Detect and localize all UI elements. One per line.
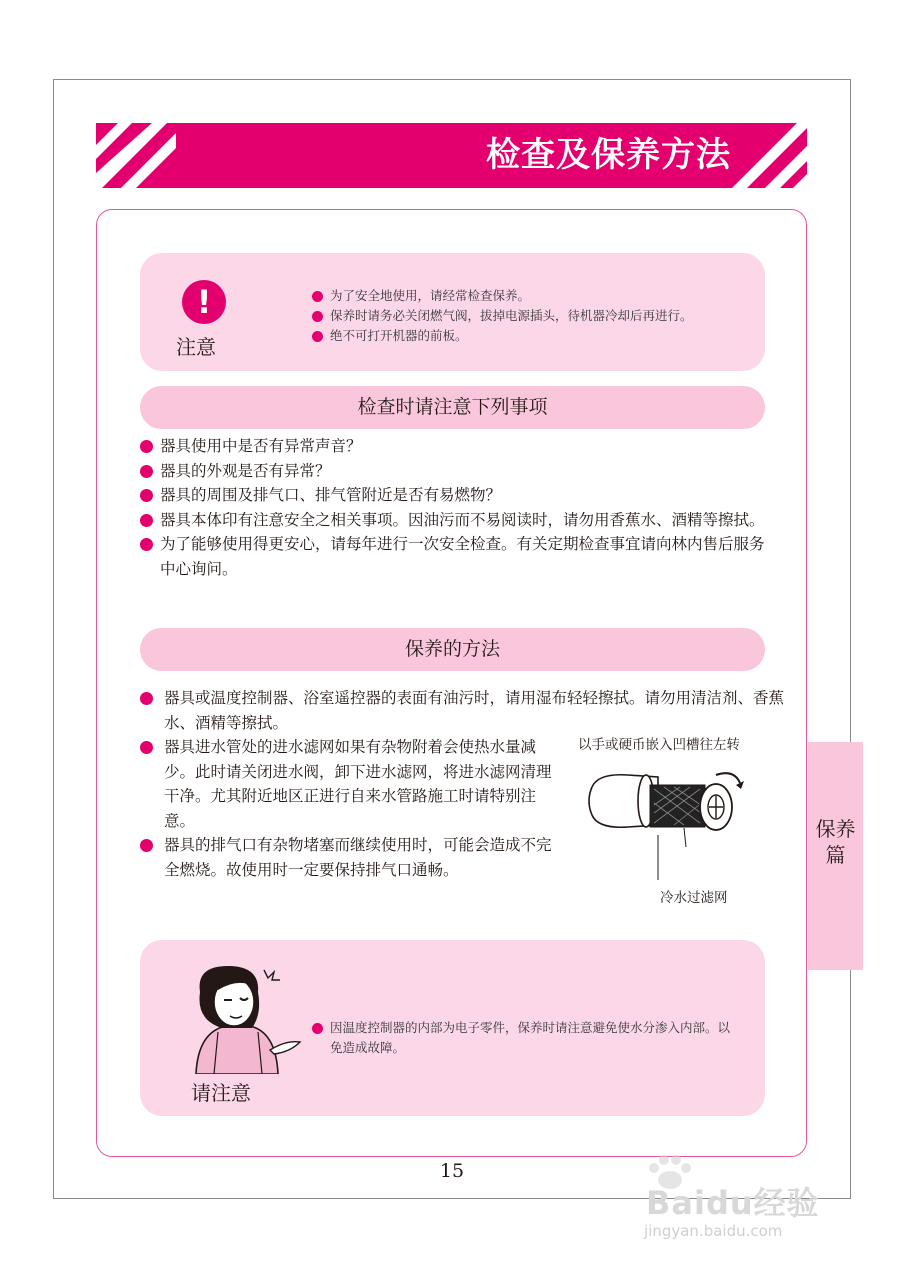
title-bar xyxy=(96,123,807,188)
water-filter-icon xyxy=(588,765,768,890)
check-list xyxy=(140,434,770,581)
note-item: 因温度控制器的内部为电子零件，保养时请注意避免使水分渗入内部。以免造成故障。 xyxy=(312,1018,742,1058)
note-label: 请注意 xyxy=(191,1081,251,1105)
page-number: 15 xyxy=(439,1160,465,1182)
maintenance-item: 器具的排气口有杂物堵塞而继续使用时，可能会造成不完全燃烧。故使用时一定要保持排气口通畅。 xyxy=(140,833,554,882)
side-tab-label: 保养篇 xyxy=(815,817,856,867)
caution-item: 绝不可打开机器的前板。 xyxy=(312,326,693,346)
filter-caption-bottom: 冷水过滤网 xyxy=(660,890,728,906)
check-item: 器具的周围及排气口、排气管附近是否有易燃物？ xyxy=(140,483,770,508)
caution-list xyxy=(312,286,693,346)
note-list xyxy=(312,1018,742,1058)
page-title: 检查及保养方法 xyxy=(486,135,731,175)
stripe-decoration-left xyxy=(96,123,176,188)
caution-item: 为了安全地使用，请经常检查保养。 xyxy=(312,286,693,306)
caution-item: 保养时请务必关闭燃气阀，拔掉电源插头，待机器冷却后再进行。 xyxy=(312,306,693,326)
maintenance-section-heading: 保养的方法 xyxy=(140,628,765,671)
stripe-decoration-right xyxy=(727,123,807,188)
filter-caption-top: 以手或硬币嵌入凹槽往左转 xyxy=(578,737,740,753)
check-section-heading: 检查时请注意下列事项 xyxy=(140,386,765,429)
woman-illustration-icon xyxy=(178,962,303,1074)
watermark-url: jingyan.baidu.com xyxy=(644,1222,783,1240)
check-item: 为了能够使用得更安心，请每年进行一次安全检查。有关定期检查事宜请向林内售后服务中心询问。 xyxy=(140,532,770,581)
check-item: 器具使用中是否有异常声音？ xyxy=(140,434,770,459)
caution-label: 注意 xyxy=(176,335,216,359)
maintenance-item: 器具进水管处的进水滤网如果有杂物附着会使热水量减少。此时请关闭进水阀，卸下进水滤网，将进水滤网清理干净。尤其附近地区正进行自来水管路施工时请特别注意。 xyxy=(140,735,554,833)
side-tab xyxy=(808,742,863,970)
check-item: 器具本体印有注意安全之相关事项。因油污而不易阅读时，请勿用香蕉水、酒精等擦拭。 xyxy=(140,508,770,533)
maintenance-item: 器具或温度控制器、浴室遥控器的表面有油污时，请用湿布轻轻擦拭。请勿用清洁剂、香蕉水、酒精等擦拭。 xyxy=(140,686,794,735)
watermark-brand: Baidu经验 xyxy=(646,1184,820,1222)
exclamation-icon: ! xyxy=(182,280,226,324)
check-item: 器具的外观是否有异常？ xyxy=(140,459,770,484)
